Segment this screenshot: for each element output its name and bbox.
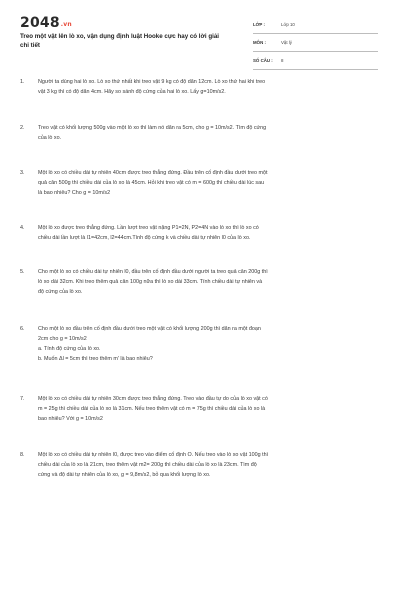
- question-text: [38, 451, 380, 481]
- question-7: [20, 395, 380, 425]
- question-text: [38, 124, 380, 144]
- question-number: 2.: [20, 125, 25, 131]
- question-1: [20, 78, 380, 98]
- question-number: 1.: [20, 79, 25, 85]
- question-line: m = 25g thì chiều dài của lò xo là 31cm. Nếu treo thêm vật có m = 75g thì chiều dài của lò xo là: [38, 405, 266, 412]
- site-logo[interactable]: [20, 15, 72, 31]
- question-text: [38, 395, 380, 425]
- question-number: 3.: [20, 170, 25, 176]
- meta-label: LỚP :: [253, 22, 265, 27]
- question-line: b. Muốn Δl = 5cm thì treo thêm m' là bao nhiêu?: [38, 355, 153, 362]
- question-text: [38, 224, 380, 244]
- question-line: của lò xo.: [38, 134, 62, 141]
- question-line: Một lò xo có chiều dài tự nhiên 30cm được treo thẳng đứng. Treo vào đầu tự do của lò xo vật có: [38, 396, 268, 402]
- logo-text: 2048: [20, 15, 60, 31]
- meta-row-question-count: [253, 52, 378, 70]
- question-line: lò xo dài 32cm. Khi treo thêm quả cân 100g nữa thì lò xo dài 33cm. Tính chiều dài tự nhiên và: [38, 278, 263, 285]
- question-number: 6.: [20, 326, 25, 332]
- question-line: độ cứng của lò xo.: [38, 288, 83, 295]
- question-line: a. Tính độ cứng của lò xo.: [38, 345, 101, 352]
- meta-value: Lớp 10: [281, 22, 295, 27]
- question-4: [20, 224, 380, 244]
- meta-label: MÔN :: [253, 40, 266, 45]
- question-line: Người ta dùng hai lò xo. Lò xo thứ nhất khi treo vật 9 kg có độ dãn 12cm. Lò xo thứ hai khi treo: [38, 79, 266, 85]
- question-line: Một lò xo có chiều dài tự nhiên 40cm được treo thẳng đứng. Đầu trên cố định đầu dưới treo một: [38, 170, 268, 176]
- question-line: Treo vật có khối lượng 500g vào một lò xo thì làm nó dãn ra 5cm, cho g = 10m/s2. Tìm độ cứng: [38, 125, 267, 131]
- worksheet-title: Treo một vật lên lò xo, vận dụng định luật Hooke cực hay có lời giải chi tiết: [20, 33, 220, 49]
- meta-row-grade: [253, 16, 378, 34]
- question-line: Cho một lò xo có chiều dài tự nhiên l0, đầu trên cố định đầu dưới người ta treo quả cân 200g thì: [38, 269, 268, 275]
- question-text: [38, 325, 380, 365]
- meta-label: SỐ CÂU :: [253, 58, 273, 63]
- question-line: 2cm cho g = 10m/s2: [38, 335, 87, 342]
- question-line: chiều dài của lò xo là 21cm, treo thêm vật m2= 200g thì chiều dài của lò xo là 23cm. Tìm độ: [38, 461, 257, 468]
- question-line: quả cân 500g thì chiều dài của lò xo là 45cm. Hỏi khi treo vật có m = 600g thì chiều dài lúc sau: [38, 179, 265, 186]
- logo-suffix: .vn: [60, 21, 72, 28]
- question-number: 4.: [20, 225, 25, 231]
- worksheet-meta: [253, 16, 378, 70]
- question-line: Một lò xo được treo thẳng đứng. Lần lượt treo vật nặng P1=2N, P2=4N vào lò xo thì lò xo có: [38, 225, 259, 231]
- question-line: cứng và độ dài tự nhiên của lò xo, g = 9,8m/s2, bỏ qua khối lượng lò xo.: [38, 471, 211, 478]
- meta-value: Vật lý: [281, 40, 292, 45]
- question-3: [20, 169, 380, 199]
- question-text: [38, 169, 380, 199]
- meta-value: 8: [281, 58, 284, 63]
- question-line: bao nhiêu? Với g = 10m/s2: [38, 415, 103, 422]
- question-5: [20, 268, 380, 298]
- question-line: vật 3 kg thì có độ dãn 4cm. Hãy so sánh độ cứng của hai lò xo. Lấy g=10m/s2.: [38, 88, 226, 95]
- question-8: [20, 451, 380, 481]
- meta-row-subject: [253, 34, 378, 52]
- question-line: chiều dài lần lượt là l1=42cm, l2=44cm.Tính độ cứng k và chiều dài tự nhiên l0 của lò xo.: [38, 234, 251, 241]
- question-line: Cho một lò xo đầu trên cố định đầu dưới treo một vật có khối lượng 200g thì dãn ra một đoạn: [38, 326, 261, 332]
- question-number: 7.: [20, 396, 25, 402]
- question-text: [38, 268, 380, 298]
- question-number: 5.: [20, 269, 25, 275]
- question-text: [38, 78, 380, 98]
- question-line: Một lò xo có chiều dài tự nhiên l0, được treo vào điểm cố định O. Nếu treo vào lò xo vật 100g thì: [38, 452, 269, 458]
- question-2: [20, 124, 380, 144]
- question-line: là bao nhiêu? Cho g = 10m/s2: [38, 189, 111, 196]
- question-number: 8.: [20, 452, 25, 458]
- question-6: [20, 325, 380, 365]
